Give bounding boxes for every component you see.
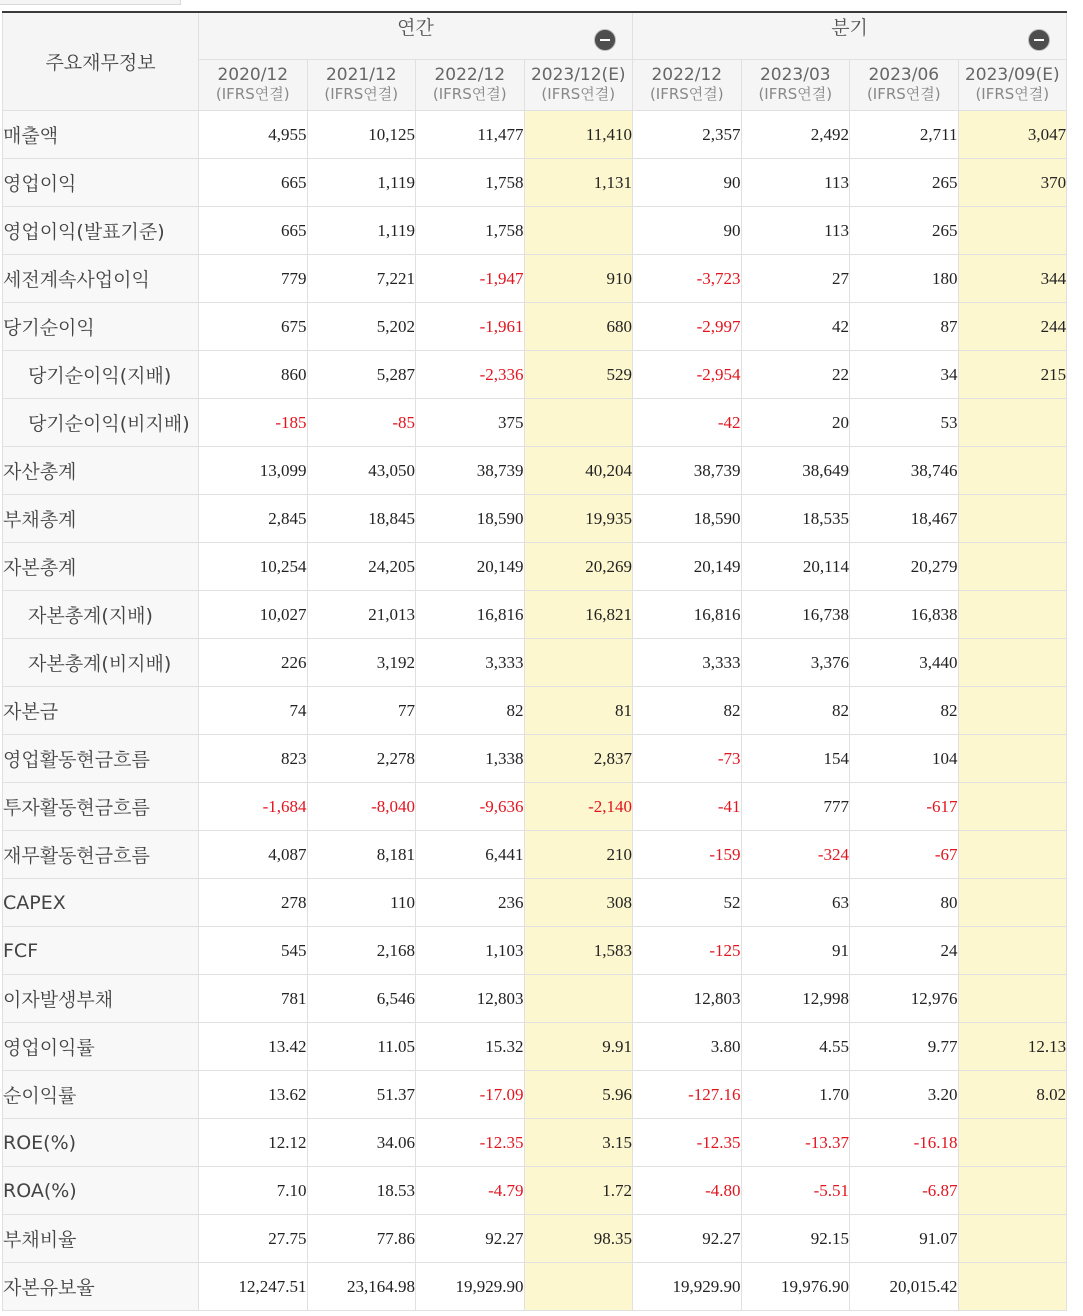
table-cell: 13,099 (199, 447, 308, 495)
table-cell: 8.02 (958, 1071, 1067, 1119)
table-cell: 3,192 (307, 639, 416, 687)
annual-title: 연간 (397, 17, 434, 39)
table-cell (958, 447, 1067, 495)
table-cell: -617 (850, 783, 959, 831)
row-label[interactable]: 이자발생부채 (3, 975, 199, 1023)
period-header (958, 60, 1067, 111)
table-cell: 2,168 (307, 927, 416, 975)
financial-summary-table (2, 11, 1067, 1311)
table-cell: -17.09 (416, 1071, 525, 1119)
table-cell: 27.75 (199, 1215, 308, 1263)
table-cell: -125 (633, 927, 742, 975)
table-cell: 2,357 (633, 111, 742, 159)
table-cell: 210 (524, 831, 633, 879)
table-row (3, 1023, 1067, 1071)
table-cell: 665 (199, 159, 308, 207)
table-cell: 529 (524, 351, 633, 399)
quarter-group-header (633, 12, 1067, 60)
table-cell: 6,546 (307, 975, 416, 1023)
table-cell: 1,758 (416, 207, 525, 255)
table-cell: 675 (199, 303, 308, 351)
period-date: 2022/12 (651, 65, 723, 86)
table-cell: 98.35 (524, 1215, 633, 1263)
row-label[interactable]: 영업이익률 (3, 1023, 199, 1071)
row-label[interactable]: 자본총계 (3, 543, 199, 591)
row-label[interactable]: 자본금 (3, 687, 199, 735)
table-row (3, 159, 1067, 207)
table-row (3, 351, 1067, 399)
table-cell (958, 687, 1067, 735)
table-cell: 20,015.42 (850, 1263, 959, 1311)
row-label[interactable]: 당기순이익(비지배) (3, 399, 199, 447)
table-cell: 3.80 (633, 1023, 742, 1071)
table-cell: 15.32 (416, 1023, 525, 1071)
table-cell: 21,013 (307, 591, 416, 639)
table-cell: 4,087 (199, 831, 308, 879)
table-cell: 12.13 (958, 1023, 1067, 1071)
table-cell: 38,649 (741, 447, 850, 495)
table-cell: 52 (633, 879, 742, 927)
table-cell: 4,955 (199, 111, 308, 159)
table-cell: -127.16 (633, 1071, 742, 1119)
table-cell: -2,140 (524, 783, 633, 831)
table-cell: -4.80 (633, 1167, 742, 1215)
table-cell: 18,590 (416, 495, 525, 543)
table-cell: -13.37 (741, 1119, 850, 1167)
table-cell: 19,929.90 (416, 1263, 525, 1311)
table-cell: 278 (199, 879, 308, 927)
table-cell: 12,976 (850, 975, 959, 1023)
table-cell: 51.37 (307, 1071, 416, 1119)
table-row (3, 831, 1067, 879)
table-cell: 7.10 (199, 1167, 308, 1215)
table-cell: 3,333 (416, 639, 525, 687)
table-cell (958, 591, 1067, 639)
table-cell: -42 (633, 399, 742, 447)
table-cell: 344 (958, 255, 1067, 303)
table-cell: 308 (524, 879, 633, 927)
table-cell: 43,050 (307, 447, 416, 495)
table-cell: -73 (633, 735, 742, 783)
period-header (307, 60, 416, 111)
table-cell: 13.42 (199, 1023, 308, 1071)
table-cell: 545 (199, 927, 308, 975)
table-cell: 5.96 (524, 1071, 633, 1119)
table-cell (958, 1263, 1067, 1311)
quarter-title: 분기 (831, 17, 868, 39)
table-cell: 16,838 (850, 591, 959, 639)
table-cell: 16,816 (416, 591, 525, 639)
period-basis: (IFRS연결) (432, 85, 507, 104)
label-column-header: 주요재무정보 (3, 12, 199, 111)
period-date: 2023/06 (868, 65, 940, 86)
table-cell: 87 (850, 303, 959, 351)
table-cell: 11,410 (524, 111, 633, 159)
row-label[interactable]: 부채비율 (3, 1215, 199, 1263)
table-cell: 1,758 (416, 159, 525, 207)
table-cell: 11.05 (307, 1023, 416, 1071)
top-strip (0, 0, 1083, 10)
period-date: 2020/12 (217, 65, 289, 86)
row-label[interactable]: 매출액 (3, 111, 199, 159)
table-cell: 19,976.90 (741, 1263, 850, 1311)
table-row (3, 639, 1067, 687)
row-label[interactable]: 자본총계(비지배) (3, 639, 199, 687)
table-cell: 6,441 (416, 831, 525, 879)
table-cell: 90 (633, 159, 742, 207)
table-cell (958, 831, 1067, 879)
table-row (3, 111, 1067, 159)
row-label[interactable]: 재무활동현금흐름 (3, 831, 199, 879)
row-label[interactable]: 세전계속사업이익 (3, 255, 199, 303)
table-cell (958, 1119, 1067, 1167)
period-basis: (IFRS연결) (324, 85, 399, 104)
row-label[interactable]: 순이익률 (3, 1071, 199, 1119)
table-cell: 19,935 (524, 495, 633, 543)
table-cell (524, 975, 633, 1023)
table-cell: 1,119 (307, 207, 416, 255)
table-cell: 110 (307, 879, 416, 927)
table-cell: 2,845 (199, 495, 308, 543)
table-cell: 20,279 (850, 543, 959, 591)
table-cell: 104 (850, 735, 959, 783)
table-cell: 24 (850, 927, 959, 975)
table-row (3, 1071, 1067, 1119)
table-cell: 8,181 (307, 831, 416, 879)
table-row (3, 975, 1067, 1023)
table-row (3, 543, 1067, 591)
table-cell (958, 495, 1067, 543)
table-cell: 27 (741, 255, 850, 303)
table-cell: 77.86 (307, 1215, 416, 1263)
table-cell: 18,535 (741, 495, 850, 543)
table-cell: 19,929.90 (633, 1263, 742, 1311)
table-cell: 42 (741, 303, 850, 351)
table-cell: 38,739 (416, 447, 525, 495)
table-row (3, 495, 1067, 543)
table-cell: 9.77 (850, 1023, 959, 1071)
table-cell (524, 639, 633, 687)
table-cell: 38,746 (850, 447, 959, 495)
table-row (3, 1167, 1067, 1215)
table-cell: 82 (850, 687, 959, 735)
table-cell: 18,467 (850, 495, 959, 543)
table-cell: 370 (958, 159, 1067, 207)
table-cell: 82 (416, 687, 525, 735)
tab-edge (0, 0, 181, 5)
table-cell: 1,119 (307, 159, 416, 207)
table-cell: 1,103 (416, 927, 525, 975)
table-cell: 12,998 (741, 975, 850, 1023)
table-row (3, 1119, 1067, 1167)
annual-group-header (199, 12, 633, 60)
period-basis: (IFRS연결) (649, 85, 724, 104)
row-label[interactable]: 영업활동현금흐름 (3, 735, 199, 783)
table-cell: 53 (850, 399, 959, 447)
table-cell: 7,221 (307, 255, 416, 303)
table-cell: 910 (524, 255, 633, 303)
table-cell: -5.51 (741, 1167, 850, 1215)
table-body (3, 111, 1067, 1311)
table-cell: -16.18 (850, 1119, 959, 1167)
table-cell: 823 (199, 735, 308, 783)
table-cell: 1,583 (524, 927, 633, 975)
table-cell: 38,739 (633, 447, 742, 495)
table-cell (958, 1215, 1067, 1263)
table-cell: 180 (850, 255, 959, 303)
table-cell: 12,803 (416, 975, 525, 1023)
table-cell: -41 (633, 783, 742, 831)
table-cell: 20 (741, 399, 850, 447)
period-header (850, 60, 959, 111)
table-cell: 92.15 (741, 1215, 850, 1263)
table-cell: 16,816 (633, 591, 742, 639)
table-cell (958, 399, 1067, 447)
table-cell: 92.27 (416, 1215, 525, 1263)
table-cell: 12,247.51 (199, 1263, 308, 1311)
row-label[interactable]: 당기순이익(지배) (3, 351, 199, 399)
table-cell: 18.53 (307, 1167, 416, 1215)
table-cell: -12.35 (416, 1119, 525, 1167)
table-cell: -1,947 (416, 255, 525, 303)
table-cell: 20,149 (633, 543, 742, 591)
table-cell: 665 (199, 207, 308, 255)
period-header (633, 60, 742, 111)
table-cell: -2,336 (416, 351, 525, 399)
table-cell: 113 (741, 207, 850, 255)
period-header (416, 60, 525, 111)
table-cell: -67 (850, 831, 959, 879)
period-header (199, 60, 308, 111)
row-label[interactable]: ROE(%) (3, 1119, 199, 1167)
table-cell: 92.27 (633, 1215, 742, 1263)
table-row (3, 1215, 1067, 1263)
table-row (3, 447, 1067, 495)
table-cell: 18,845 (307, 495, 416, 543)
period-date: 2023/12(E) (530, 65, 626, 86)
table-cell: 2,837 (524, 735, 633, 783)
table-cell: 680 (524, 303, 633, 351)
table-cell: 82 (633, 687, 742, 735)
table-cell: 74 (199, 687, 308, 735)
table-cell: 80 (850, 879, 959, 927)
row-label[interactable]: 당기순이익 (3, 303, 199, 351)
table-cell: 23,164.98 (307, 1263, 416, 1311)
table-cell: 265 (850, 159, 959, 207)
table-row (3, 303, 1067, 351)
table-cell: 91.07 (850, 1215, 959, 1263)
table-cell: 5,202 (307, 303, 416, 351)
table-cell (958, 639, 1067, 687)
table-cell (958, 975, 1067, 1023)
period-date: 2023/09(E) (964, 65, 1060, 86)
table-cell: 63 (741, 879, 850, 927)
table-cell: 113 (741, 159, 850, 207)
table-cell: 24,205 (307, 543, 416, 591)
table-row (3, 1263, 1067, 1311)
period-date: 2023/03 (759, 65, 831, 86)
table-row (3, 207, 1067, 255)
table-cell: -4.79 (416, 1167, 525, 1215)
table-cell: -185 (199, 399, 308, 447)
table-row (3, 879, 1067, 927)
table-header (3, 12, 1067, 111)
table-cell (524, 1263, 633, 1311)
table-cell: 11,477 (416, 111, 525, 159)
row-label[interactable]: 자본총계(지배) (3, 591, 199, 639)
table-cell: 10,027 (199, 591, 308, 639)
row-label[interactable]: CAPEX (3, 879, 199, 927)
table-cell: 34 (850, 351, 959, 399)
row-label[interactable]: 영업이익(발표기준) (3, 207, 199, 255)
table-cell: 13.62 (199, 1071, 308, 1119)
table-cell (958, 879, 1067, 927)
table-cell: 20,149 (416, 543, 525, 591)
table-cell (958, 927, 1067, 975)
table-cell (524, 399, 633, 447)
period-basis: (IFRS연결) (541, 85, 616, 104)
period-date: 2022/12 (434, 65, 506, 86)
period-basis: (IFRS연결) (975, 85, 1050, 104)
table-row (3, 687, 1067, 735)
table-cell: 34.06 (307, 1119, 416, 1167)
table-cell: 779 (199, 255, 308, 303)
annual-collapse-icon[interactable] (594, 29, 616, 51)
table-cell: -1,961 (416, 303, 525, 351)
period-header (741, 60, 850, 111)
table-cell: 10,254 (199, 543, 308, 591)
row-label[interactable]: 자본유보율 (3, 1263, 199, 1311)
table-cell: 12,803 (633, 975, 742, 1023)
table-cell: 226 (199, 639, 308, 687)
period-basis: (IFRS연결) (758, 85, 833, 104)
table-cell: 91 (741, 927, 850, 975)
table-cell: 81 (524, 687, 633, 735)
table-cell: 82 (741, 687, 850, 735)
row-label[interactable]: FCF (3, 927, 199, 975)
table-cell: 2,278 (307, 735, 416, 783)
row-label[interactable]: 부채총계 (3, 495, 199, 543)
table-cell: 4.55 (741, 1023, 850, 1071)
table-cell: -85 (307, 399, 416, 447)
table-cell: 781 (199, 975, 308, 1023)
table-row (3, 783, 1067, 831)
table-cell (958, 1167, 1067, 1215)
table-cell: 22 (741, 351, 850, 399)
table-cell: 777 (741, 783, 850, 831)
table-cell: 1,338 (416, 735, 525, 783)
table-cell (958, 207, 1067, 255)
table-cell: 1.72 (524, 1167, 633, 1215)
table-cell: -9,636 (416, 783, 525, 831)
table-cell: -3,723 (633, 255, 742, 303)
table-cell: 16,738 (741, 591, 850, 639)
table-cell: 3.15 (524, 1119, 633, 1167)
table-cell: 236 (416, 879, 525, 927)
quarter-collapse-icon[interactable] (1028, 29, 1050, 51)
table-cell: 3,440 (850, 639, 959, 687)
table-cell: -2,997 (633, 303, 742, 351)
table-cell: 375 (416, 399, 525, 447)
table-row (3, 927, 1067, 975)
period-basis: (IFRS연결) (215, 85, 290, 104)
row-label[interactable]: 자산총계 (3, 447, 199, 495)
table-cell: -324 (741, 831, 850, 879)
period-basis: (IFRS연결) (866, 85, 941, 104)
table-row (3, 591, 1067, 639)
table-cell: 10,125 (307, 111, 416, 159)
table-cell (958, 543, 1067, 591)
table-cell: 12.12 (199, 1119, 308, 1167)
table-cell: 2,492 (741, 111, 850, 159)
table-cell: 3,376 (741, 639, 850, 687)
table-cell: 265 (850, 207, 959, 255)
table-cell (524, 207, 633, 255)
table-cell: -2,954 (633, 351, 742, 399)
table-cell: 215 (958, 351, 1067, 399)
table-cell: 20,269 (524, 543, 633, 591)
table-cell: 90 (633, 207, 742, 255)
period-date: 2021/12 (325, 65, 397, 86)
table-cell: 860 (199, 351, 308, 399)
row-label[interactable]: 투자활동현금흐름 (3, 783, 199, 831)
table-cell: 154 (741, 735, 850, 783)
table-cell: 2,711 (850, 111, 959, 159)
table-cell: -12.35 (633, 1119, 742, 1167)
table-cell (958, 783, 1067, 831)
table-cell: 3,333 (633, 639, 742, 687)
table-cell: 18,590 (633, 495, 742, 543)
table-cell: 40,204 (524, 447, 633, 495)
table-cell: 5,287 (307, 351, 416, 399)
table-cell (958, 735, 1067, 783)
table-cell: 3,047 (958, 111, 1067, 159)
table-cell: -159 (633, 831, 742, 879)
table-cell: 20,114 (741, 543, 850, 591)
table-cell: -1,684 (199, 783, 308, 831)
row-label[interactable]: 영업이익 (3, 159, 199, 207)
period-header (524, 60, 633, 111)
table-row (3, 255, 1067, 303)
table-cell: -6.87 (850, 1167, 959, 1215)
table-cell: -8,040 (307, 783, 416, 831)
table-cell: 9.91 (524, 1023, 633, 1071)
table-cell: 77 (307, 687, 416, 735)
table-cell: 1,131 (524, 159, 633, 207)
table-row (3, 735, 1067, 783)
table-cell: 16,821 (524, 591, 633, 639)
table-cell: 1.70 (741, 1071, 850, 1119)
group-header-row (3, 12, 1067, 60)
row-label[interactable]: ROA(%) (3, 1167, 199, 1215)
table-row (3, 399, 1067, 447)
table-cell: 244 (958, 303, 1067, 351)
table-cell: 3.20 (850, 1071, 959, 1119)
